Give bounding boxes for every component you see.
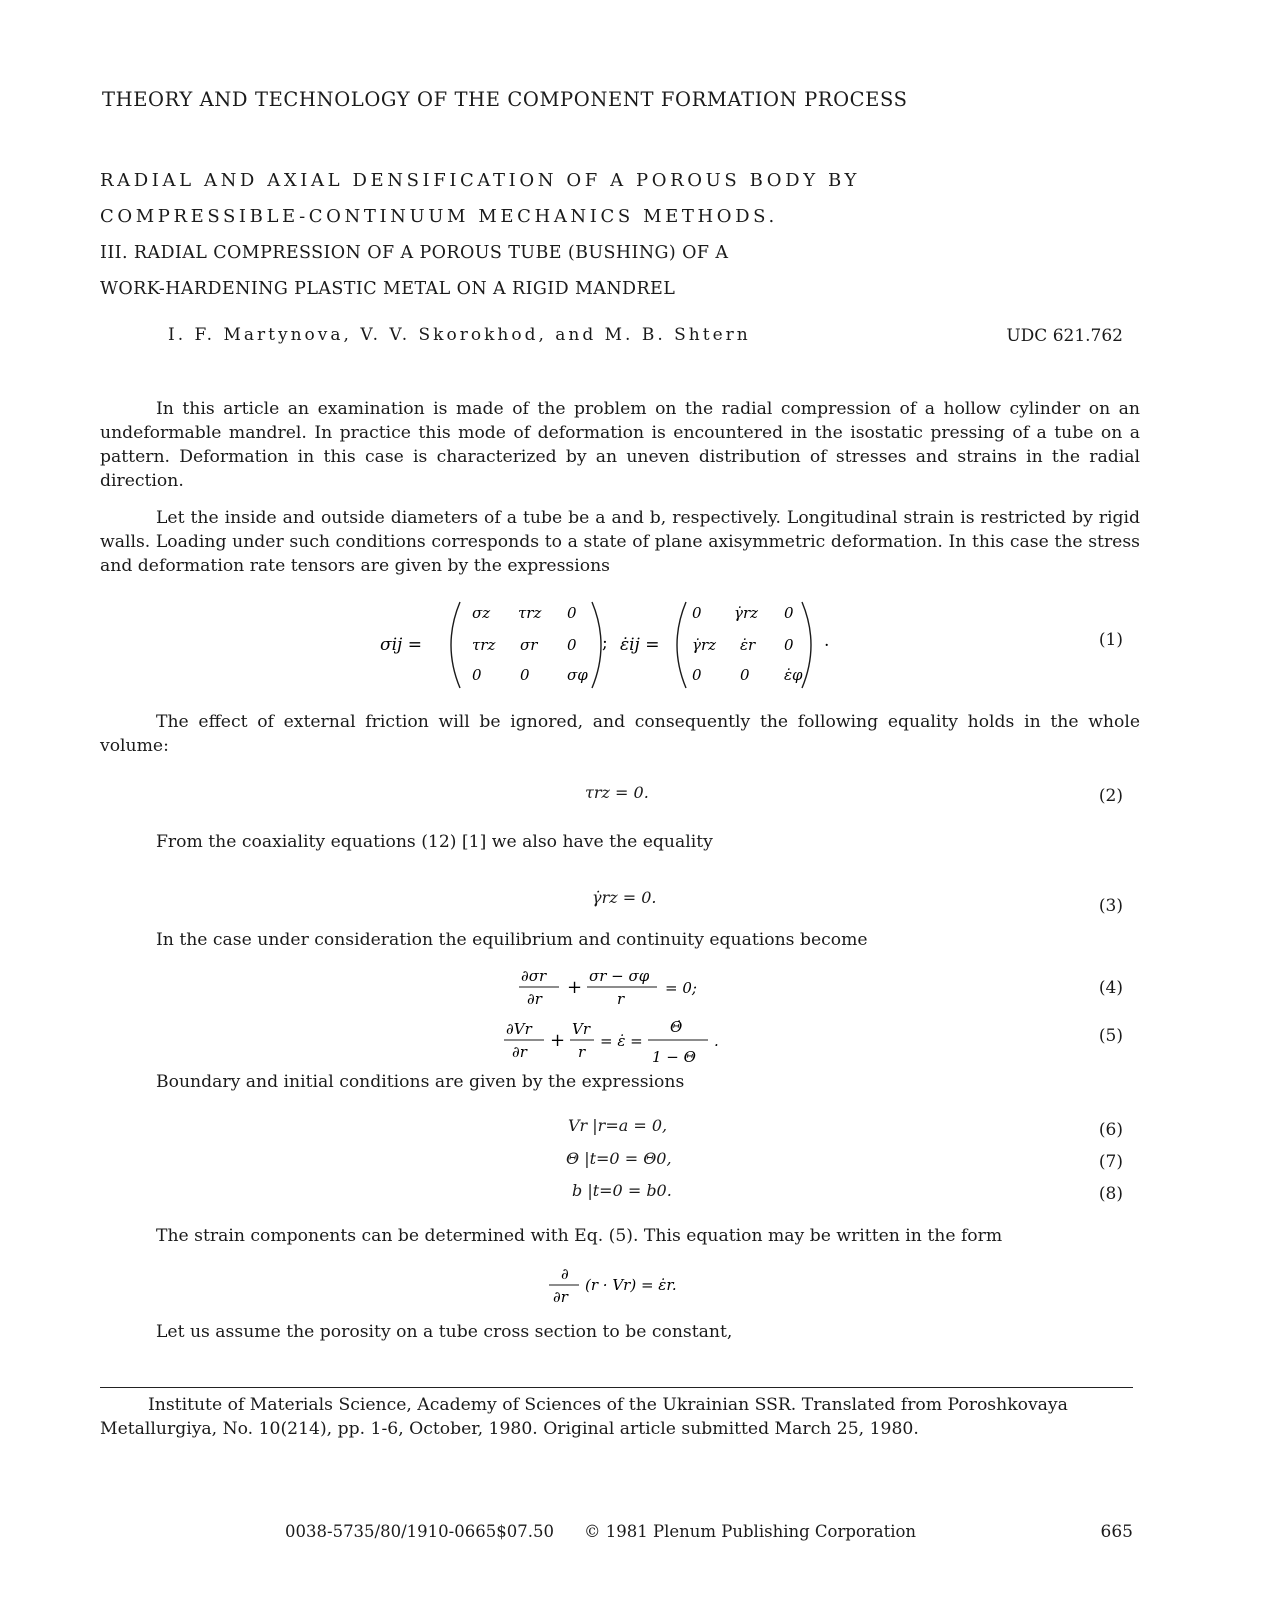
eq4-frac2-num: σr − σφ <box>589 967 650 985</box>
section-heading: THEORY AND TECHNOLOGY OF THE COMPONENT FORMATION PROCESS <box>102 88 908 111</box>
eq5-end: . <box>714 1032 719 1050</box>
sigma-m11: σr <box>520 636 538 654</box>
title-line-3: III. RADIAL COMPRESSION OF A POROUS TUBE (BUSHING) OF A <box>100 243 729 263</box>
equation-number-8: (8) <box>1098 1184 1123 1204</box>
paragraph-diameters: Let the inside and outside diameters of a tube be a and b, respectively. Longitudinal strain is restricted by rigid walls. Loading under such conditions corresponds to a state of plane axisymmetric deformation. In this case the stress and deformation rate tensors are given by the expressions <box>100 508 1140 576</box>
equation-number-6: (6) <box>1098 1120 1123 1140</box>
eq1-sigma-lhs: σij = <box>380 635 422 655</box>
equation-strain-form <box>545 1260 705 1310</box>
paragraph-intro: In this article an examination is made of the problem on the radial compression of a hollow cylinder on an undeformable mandrel. In practice this mode of deformation is encountered in the isostatic pressing of a tube on a pattern. Deformation in this case is characterized by an uneven distribution of stresses and strains in the radial direction. <box>100 399 1140 491</box>
equation-number-2: (2) <box>1098 786 1123 806</box>
eps-m11: ε̇r <box>740 636 756 654</box>
sigma-m22: σφ <box>567 666 588 684</box>
eps-m02: 0 <box>784 604 794 622</box>
udc-code: UDC 621.762 <box>1006 326 1123 346</box>
eq9-rhs: (r · Vr) = ε̇r. <box>585 1276 677 1294</box>
equation-6: Vr |r=a = 0, <box>568 1116 668 1135</box>
equation-8: b |t=0 = b0. <box>572 1181 672 1200</box>
eps-m01: γ̇rz <box>734 604 759 622</box>
paragraph-friction: The effect of external friction will be ignored, and consequently the following equality holds in the whole volume: <box>100 712 1140 756</box>
publication-code: 0038-5735/80/1910-0665$07.50 <box>285 1522 554 1541</box>
sigma-m21: 0 <box>520 666 530 684</box>
eq5-mid: = ε̇ = <box>600 1032 643 1050</box>
eq4-frac2-den: r <box>617 990 625 1008</box>
paragraph-porosity: Let us assume the porosity on a tube cross section to be constant, <box>156 1322 733 1342</box>
eq5-frac3-num: Θ̇ <box>670 1018 683 1036</box>
sigma-m00: σz <box>472 604 491 622</box>
eq4-frac1-num: ∂σr <box>521 967 547 985</box>
sigma-m10: τrz <box>472 636 496 654</box>
eq5-frac2-den: r <box>578 1043 586 1061</box>
paragraph-equilibrium: In the case under consideration the equilibrium and continuity equations become <box>156 930 868 950</box>
eps-m21: 0 <box>740 666 750 684</box>
title-line-2: COMPRESSIBLE-CONTINUUM MECHANICS METHODS. <box>100 206 778 227</box>
sigma-m20: 0 <box>472 666 482 684</box>
eps-m12: 0 <box>784 636 794 654</box>
eq1-separator: ; <box>602 633 608 653</box>
eq1-end: . <box>824 631 830 651</box>
eps-m22: ε̇φ <box>784 666 803 684</box>
equation-1 <box>380 594 840 696</box>
eq5-frac3-den: 1 − Θ <box>652 1048 696 1066</box>
equation-5 <box>500 1012 740 1072</box>
eq5-plus: + <box>550 1030 566 1051</box>
equation-number-3: (3) <box>1098 896 1123 916</box>
equation-7: Θ |t=0 = Θ0, <box>566 1149 672 1168</box>
eq1-eps-lhs: ε̇ij = <box>620 635 660 655</box>
eq5-frac1-num: ∂Vr <box>506 1020 532 1038</box>
footnote: Institute of Materials Science, Academy of Sciences of the Ukrainian SSR. Translated from Poroshkovaya Metallurgiya, No. 10(214), pp. 1-6, October, 1980. Original article submitted March 25, 1980. <box>100 1395 1068 1439</box>
eq5-frac2-num: Vr <box>572 1020 591 1038</box>
eq4-rhs: = 0; <box>665 979 697 997</box>
equation-number-1: (1) <box>1098 630 1123 650</box>
title-line-4: WORK-HARDENING PLASTIC METAL ON A RIGID MANDREL <box>100 279 676 299</box>
equation-3: γ̇rz = 0. <box>592 888 657 907</box>
page-number: 665 <box>1100 1522 1133 1542</box>
equation-number-5: (5) <box>1098 1026 1123 1046</box>
eq4-plus: + <box>567 977 583 998</box>
sigma-m12: 0 <box>567 636 577 654</box>
title-line-1: RADIAL AND AXIAL DENSIFICATION OF A POROUS BODY BY <box>100 170 860 191</box>
equation-4 <box>515 962 715 1012</box>
footnote-divider <box>100 1387 1133 1388</box>
eq4-frac1-den: ∂r <box>527 990 542 1008</box>
paragraph-coaxiality: From the coaxiality equations (12) [1] we also have the equality <box>156 832 713 852</box>
paragraph-boundary: Boundary and initial conditions are given by the expressions <box>156 1072 685 1092</box>
authors: I. F. Martynova, V. V. Skorokhod, and M. B. Shtern <box>168 325 751 345</box>
eps-m00: 0 <box>692 604 702 622</box>
copyright: © 1981 Plenum Publishing Corporation <box>584 1522 917 1541</box>
eps-m10: γ̇rz <box>692 636 717 654</box>
eq9-frac-num: ∂ <box>561 1265 569 1283</box>
equation-number-4: (4) <box>1098 978 1123 998</box>
paragraph-strain: The strain components can be determined with Eq. (5). This equation may be written in the form <box>156 1226 1003 1246</box>
eq5-frac1-den: ∂r <box>512 1043 527 1061</box>
eq9-frac-den: ∂r <box>553 1288 568 1306</box>
equation-number-7: (7) <box>1098 1152 1123 1172</box>
eps-m20: 0 <box>692 666 702 684</box>
equation-2: τrz = 0. <box>585 783 649 802</box>
sigma-m02: 0 <box>567 604 577 622</box>
sigma-m01: τrz <box>518 604 542 622</box>
